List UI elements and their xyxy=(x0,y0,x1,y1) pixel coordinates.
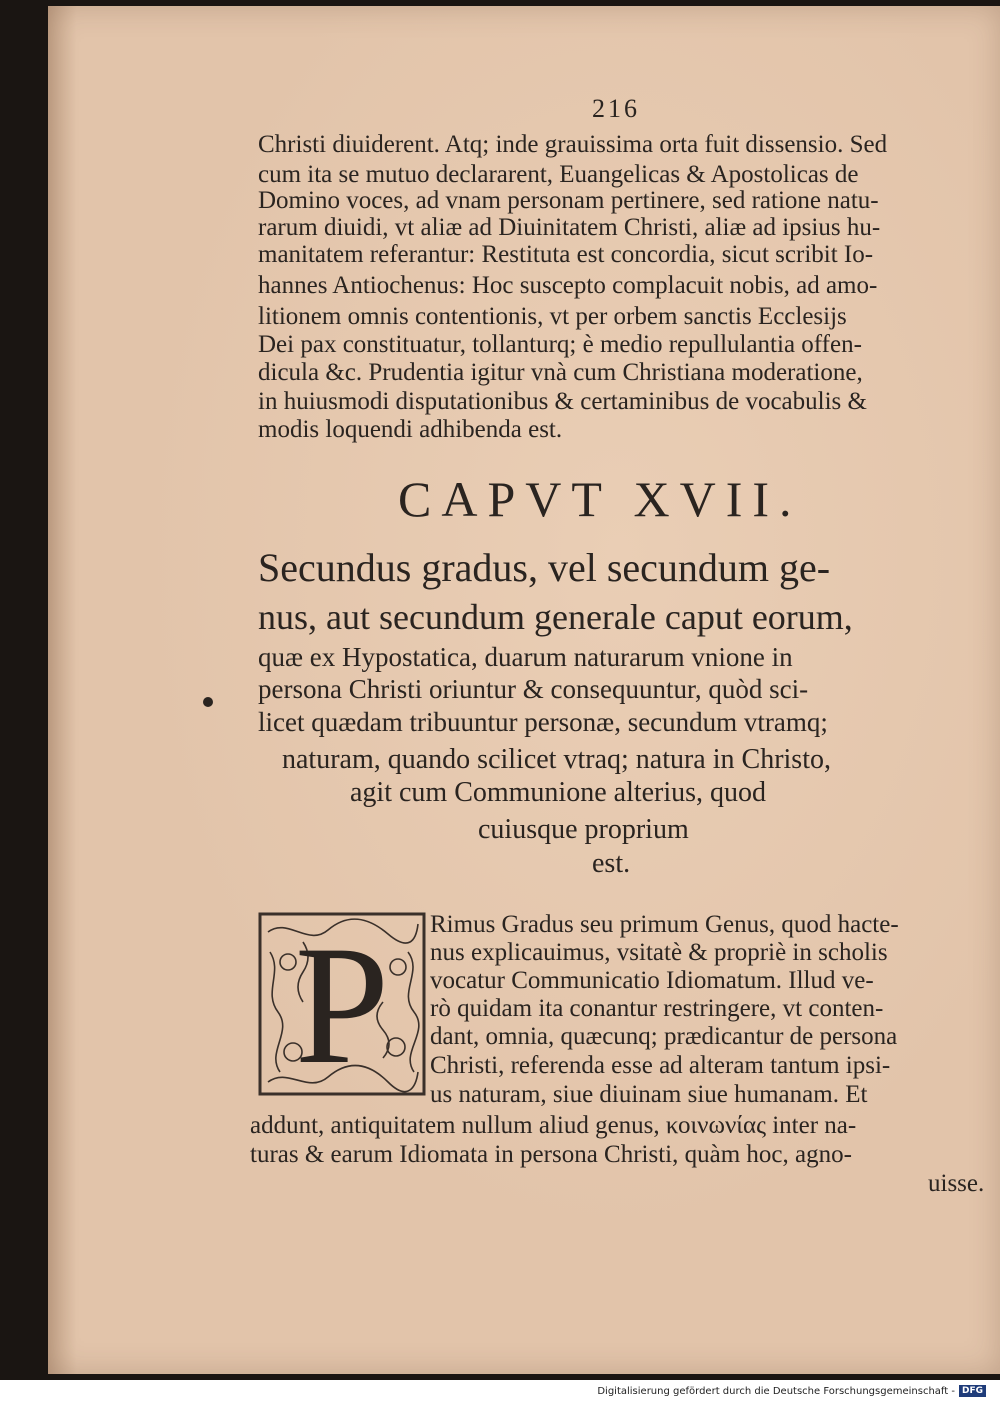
text-line: us naturam, siue diuinam siue humanam. Et xyxy=(430,1081,868,1108)
chapter-summary-line: persona Christi oriuntur & consequuntur, quòd sci- xyxy=(258,674,809,704)
chapter-summary-line: agit cum Communione alterius, quod xyxy=(350,777,767,808)
ornament-frame-icon xyxy=(258,912,426,1096)
text-line: dant, omnia, quæcunq; prædicantur de persona xyxy=(430,1023,898,1050)
decorated-initial xyxy=(258,912,426,1096)
text-line: litionem omnis contentionis, vt per orbem sanctis Ecclesijs xyxy=(258,303,847,330)
chapter-summary-line: naturam, quando scilicet vtraq; natura in Christo, xyxy=(282,744,831,775)
chapter-summary-line: quæ ex Hypostatica, duarum naturarum vnione in xyxy=(258,642,793,672)
chapter-summary-line: cuiusque proprium xyxy=(478,814,689,845)
initial-letter: P xyxy=(294,912,390,1096)
text-line: hannes Antiochenus: Hoc suscepto complacuit nobis, ad amo- xyxy=(258,272,878,299)
text-line: vocatur Communicatio Idiomatum. Illud ve- xyxy=(430,967,874,994)
text-line: nus explicauimus, vsitatè & propriè in scholis xyxy=(430,939,888,966)
page-number: 216 xyxy=(592,94,640,123)
chapter-summary-line: Secundus gradus, vel secundum ge- xyxy=(258,545,831,590)
chapter-summary-line: nus, aut secundum generale caput eorum, xyxy=(258,597,853,637)
text-line: rarum diuidi, vt aliæ ad Diuinitatem Christi, aliæ ad ipsius hu- xyxy=(258,214,881,241)
digitization-credit xyxy=(597,1385,986,1397)
text-line: in huiusmodi disputationibus & certaminibus de vocabulis & xyxy=(258,388,867,415)
text-line: Rimus Gradus seu primum Genus, quod hacte- xyxy=(430,911,899,938)
text-line: Dei pax constituatur, tollanturq; è medio repullulantia offen- xyxy=(258,331,862,358)
text-line: dicula &c. Prudentia igitur vnà cum Christiana moderatione, xyxy=(258,359,863,386)
text-line: Domino voces, ad vnam personam pertinere, sed ratione natu- xyxy=(258,187,879,214)
text-line: manitatem referantur: Restituta est concordia, sicut scribit Io- xyxy=(258,241,874,268)
dfg-logo-icon: DFG xyxy=(959,1385,986,1397)
text-line: turas & earum Idiomata in persona Christi, quàm hoc, agno- xyxy=(250,1141,852,1168)
text-line: uisse. xyxy=(928,1170,985,1197)
text-line: cum ita se mutuo declararent, Euangelicas & Apostolicas de xyxy=(258,161,859,188)
chapter-summary-line: licet quædam tribuuntur personæ, secundum vtramq; xyxy=(258,707,828,737)
text-line: rò quidam ita conantur restringere, vt conten- xyxy=(430,995,884,1022)
chapter-heading: CAPVT XVII. xyxy=(398,471,802,527)
text-line: modis loquendi adhibenda est. xyxy=(258,416,563,443)
chapter-summary-line: est. xyxy=(592,848,631,879)
margin-mark xyxy=(203,697,213,707)
text-line: Christi diuiderent. Atq; inde grauissima orta fuit dissensio. Sed xyxy=(258,131,888,158)
text-line: addunt, antiquitatem nullum aliud genus, κοινωνίας inter na- xyxy=(250,1112,857,1139)
credit-text: Digitalisierung gefördert durch die Deutsche Forschungsgemeinschaft - xyxy=(597,1385,955,1397)
text-line: Christi, referenda esse ad alteram tantum ipsi- xyxy=(430,1052,891,1079)
